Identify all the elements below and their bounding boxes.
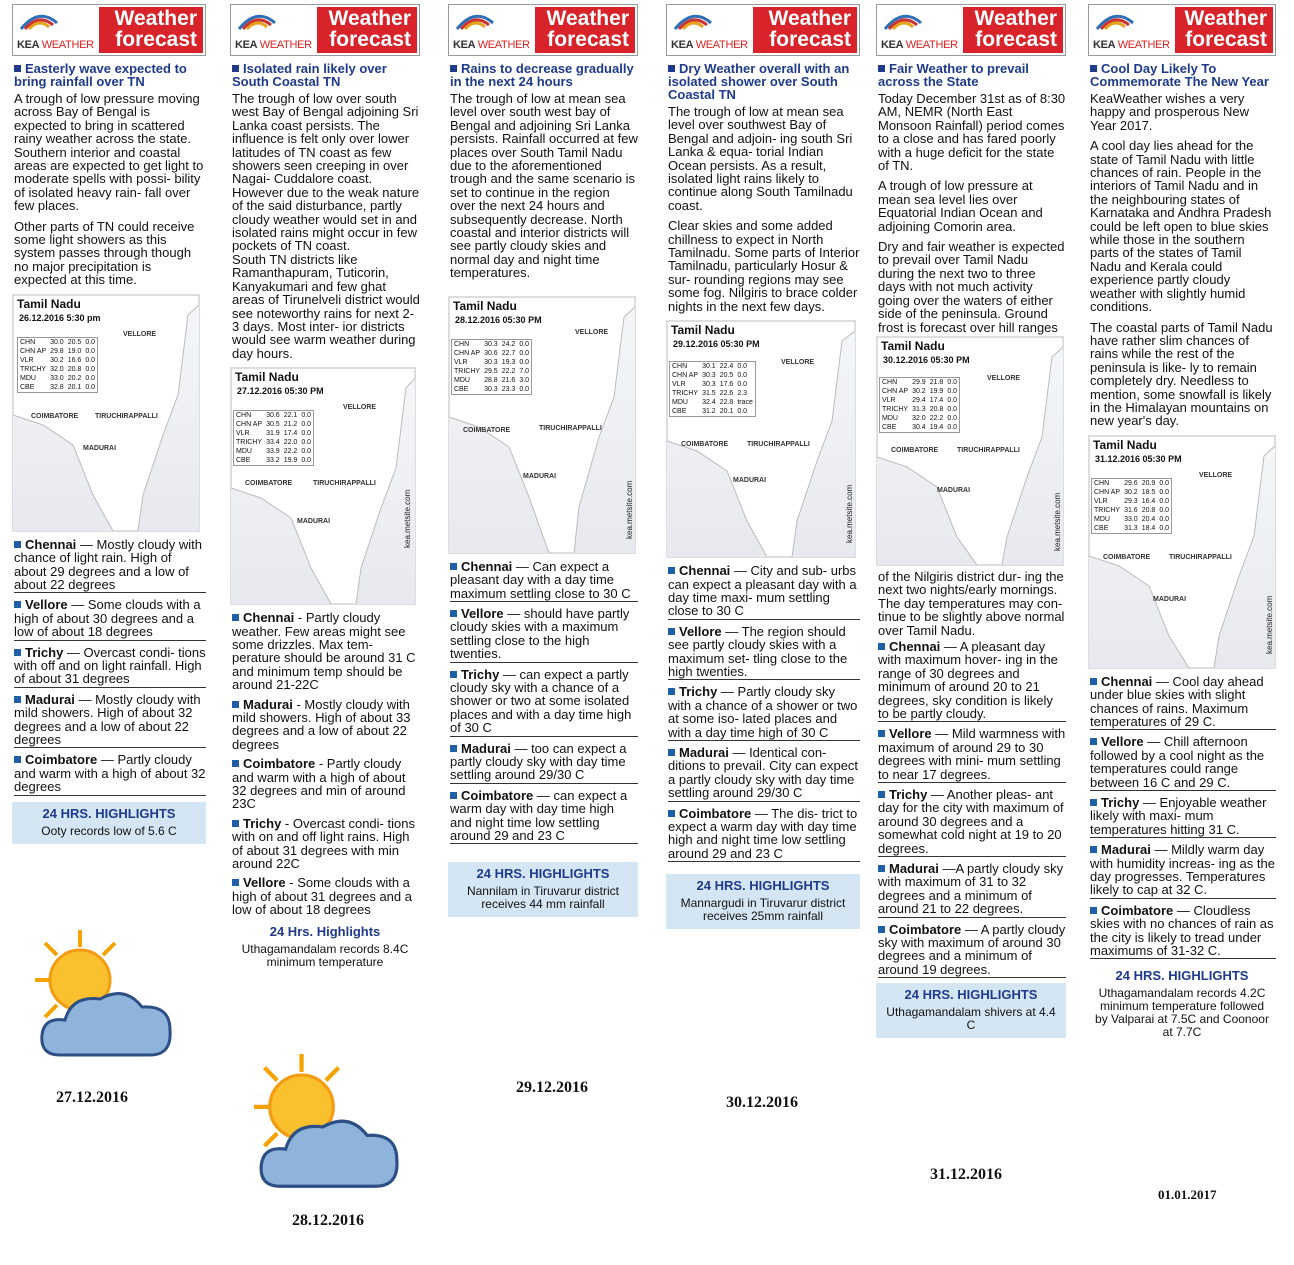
city-forecast: Coimbatore — The dis- trict to expect a warm day with day time high and night time low settling around 29 and 23 C (668, 807, 860, 863)
highlights-box: 24 Hrs. Highlights Uthagamandalam records 8.4C minimum temperature (230, 924, 420, 975)
highlights-box: 24 HRS. HIGHLIGHTS Ooty records low of 5.6 C (12, 802, 206, 844)
city-forecast: Vellore — Mild warmness with maximum of around 29 to 30 degrees with mini- mum settling to near 17 degrees. (878, 726, 1066, 782)
header-title: Weather forecast (99, 7, 203, 53)
header-banner (1088, 4, 1276, 56)
city-forecasts (230, 611, 420, 918)
kea-weather-logo: KEA WEATHER (669, 7, 749, 53)
tamil-nadu-map: Tamil Nadu 29.12.2016 05:30 PM CHN 30.1 22.4 0.0 CHN AP 30.3 20.5 0.0 VLR 30.3 17.6 0.0 TRICHY 31.5 22.6 2.3 MDU 32.4 22.8 trace CBE 31.2 20.1 0.0 VELLORE COIMBATORE TIRUCHIRAPPALLI MADURAI kea.metsite.com (666, 320, 856, 558)
kea-weather-logo: KEA WEATHER (233, 7, 313, 53)
station-table: CHN 30.0 20.5 0.0 CHN AP 29.8 19.0 0.0 VLR 30.2 16.6 0.0 TRICHY 32.0 20.8 0.0 MDU 33.0 20.2 0.0 CBE 32.8 20.1 0.0 (17, 337, 98, 393)
column-4 (666, 4, 860, 929)
headline: Dry Weather overall with an isolated shower over South Coastal TN (668, 61, 850, 102)
city-forecasts (876, 640, 1066, 978)
paragraph: The coastal parts of Tamil Nadu have rather slim chances of rains while the rest of the peninsula is like- ly to remain completely dry. Needless to mention, some snowfall is likely in the Himalayan mountains on new year's day. (1090, 319, 1273, 429)
rainbow-arc-icon (673, 9, 713, 31)
city-forecast: Trichy — Partly cloudy sky with a chance of a shower or two at some iso- lated places and with a day time high of 30 C (668, 685, 860, 741)
header-title: Weather forecast (1175, 7, 1273, 53)
city-forecasts (1088, 675, 1276, 960)
city-forecast: Vellore — The region should see partly cloudy skies with a maximum set- tling close to the high twenties. (668, 625, 860, 681)
highlights-box: 24 HRS. HIGHLIGHTS Uthagamandalam shivers at 4.4 C (876, 983, 1066, 1038)
city-forecast: Trichy — Another pleas- ant day for the city with maximum of around 30 degrees and a somewhat cold night at 19 to 20 degrees. (878, 788, 1066, 857)
rainbow-arc-icon (237, 9, 277, 31)
city-forecast: Coimbatore — can expect a warm day with day time high and night time low settling around 29 and 23 C (450, 789, 638, 845)
city-forecast: Coimbatore — Cloudless skies with no chances of rain as the city is likely to tread under maximums of 31-32 C. (1090, 904, 1276, 960)
headline: Cool Day Likely To Commemorate The New Year (1090, 61, 1269, 89)
city-forecast: Vellore — should have partly cloudy skies with a maximum settling close to the high twenties. (450, 607, 638, 663)
kea-weather-logo: KEA WEATHER (451, 7, 531, 53)
city-forecast: Madurai — Mostly cloudy with mild showers. High of about 32 degrees and a low of about 22 degrees (14, 693, 206, 749)
city-forecast: Trichy — Overcast condi- tions with off and on light rainfall. High of about 31 degrees (14, 644, 206, 687)
city-forecast: Coimbatore — A partly cloudy sky with maximum of around 30 degrees and a minimum of around 19 degrees. (878, 921, 1066, 977)
header-banner (12, 4, 206, 56)
paragraph: Dry and fair weather is expected to prevail over Tamil Nadu during the next two to three days with not much activity going over the waters of either side of the peninsula. Ground frost is forecast over hill ranges (878, 239, 1065, 335)
headline: Fair Weather to prevail across the State (878, 61, 1029, 89)
city-forecast: Trichy - Overcast condi- tions with on and off light rains. High of about 31 degrees with min around 22C (232, 815, 415, 872)
kea-weather-logo: KEA WEATHER (1091, 7, 1171, 53)
tamil-nadu-map: Tamil Nadu 27.12.2016 05:30 PM CHN 30.6 22.1 0.0 CHN AP 30.5 21.2 0.0 VLR 31.9 17.4 0.0 TRICHY 33.4 22.0 0.0 MDU 33.9 22.2 0.0 CBE 33.2 19.9 0.0 VELLORE COIMBATORE TIRUCHIRAPPALLI MADURAI kea.metsite.com (230, 367, 416, 605)
city-forecast: Chennai — A pleasant day with maximum hover- ing in the range of 30 degrees and minimum of around 20 to 21 degrees, sky condition is likely to be partly cloudy. (878, 640, 1066, 722)
city-forecast: Vellore - Some clouds with a high of about 31 degrees and a low of about 18 degrees (232, 875, 412, 918)
station-table: CHN 30.1 22.4 0.0 CHN AP 30.3 20.5 0.0 VLR 30.3 17.6 0.0 TRICHY 31.5 22.6 2.3 MDU 32.4 22.8 trace CBE 31.2 20.1 0.0 (669, 361, 756, 417)
city-forecast: Vellore — Some clouds with a high of about 30 degrees and a low of about 18 degrees (14, 598, 206, 640)
issue-date: 28.12.2016 (292, 1212, 364, 1229)
station-table: CHN 30.3 24.2 0.0 CHN AP 30.6 22.7 0.0 VLR 30.3 19.3 0.0 TRICHY 29.5 22.2 7.0 MDU 28.8 21.6 3.0 CBE 30.3 23.3 0.0 (451, 339, 532, 395)
paragraph: The trough of low over south west Bay of Bengal adjoining Sri Lanka coast persists. The influence is felt only over lower latitudes of TN coast as few showers seen creeping in over Nagai- Cuddalore coast. However due to the weak nature of the said disturbance, partly cloudy weather would set in and isolated rains might occur in few pockets of TN coast. (232, 91, 420, 254)
station-table: CHN 29.9 21.8 0.0 CHN AP 30.2 19.9 0.0 VLR 29.4 17.4 0.0 TRICHY 31.3 20.8 0.0 MDU 32.0 22.2 0.0 CBE 30.4 19.4 0.0 (879, 377, 960, 433)
column-3 (448, 4, 638, 917)
rainbow-arc-icon (883, 9, 923, 31)
paragraph: South TN districts like Ramanthapuram, Tuticorin, Kanyakumari and few ghat areas of Tirunelveli district would see noteworthy rains for next 2-3 days. Most inter- ior districts would see warm weather during day hours. (232, 251, 420, 361)
sun-cloud-icon (20, 925, 190, 1075)
column-6 (1088, 4, 1276, 1045)
tamil-nadu-map: Tamil Nadu 31.12.2016 05:30 PM CHN 29.6 20.9 0.0 CHN AP 30.2 18.5 0.0 VLR 29.3 16.4 0.0 TRICHY 31.6 20.8 0.0 MDU 33.0 20.4 0.0 CBE 31.3 18.4 0.0 VELLORE COIMBATORE TIRUCHIRAPPALLI MADURAI kea.metsite.com (1088, 435, 1276, 669)
city-forecast: Madurai — Identical con- ditions to prevail. City can expect a partly cloudy sky with day time settling around 29/30 C (668, 744, 859, 801)
paragraph: Other parts of TN could receive some light showers as this system passes through though no major precipitation is expected at this time. (14, 218, 195, 288)
paragraph: of the Nilgiris district dur- ing the next two nights/early mornings. The day temperatures may con- tinue to be slightly above normal over Tamil Nadu. (878, 568, 1065, 638)
highlights-box: 24 HRS. HIGHLIGHTS Uthagamandalam records 4.2C minimum temperature followed by Valparai at 7.5C and Coonoor at 7.7C (1088, 964, 1276, 1045)
city-forecasts (666, 564, 860, 862)
city-forecast: Madurai - Mostly cloudy with mild showers. High of about 33 degrees and a low of about 22 degrees (232, 696, 411, 752)
header-banner (230, 4, 420, 56)
paragraph: The trough of low at mean sea level over south west bay of Bengal and adjoining Sri Lanka persists. Rainfall occurred at few places over South Tamil Nadu due to the aforementioned trough and the same scenario is set to continue in the region over the next 24 hours and subsequently decrease. North coastal and interior districts will see partly cloudy skies and normal day and night time temperatures. (450, 91, 638, 281)
city-forecasts (12, 538, 206, 796)
highlights-box: 24 HRS. HIGHLIGHTS Mannargudi in Tiruvarur district receives 25mm rainfall (666, 874, 860, 929)
header-banner (666, 4, 860, 56)
headline: Rains to decrease gradually in the next 24 hours (450, 61, 634, 89)
city-forecast: Chennai — Mostly cloudy with chance of light rain. High of about 29 degrees and a low of about 22 degrees (14, 538, 206, 594)
city-forecast: Trichy — Enjoyable weather likely with maxi- mum temperatures hitting 31 C. (1090, 796, 1276, 838)
paragraph: Today December 31st as of 8:30 AM, NEMR (North East Monsoon Rainfall) period comes to a close and has fared poorly with a huge deficit for the state of TN. (878, 91, 1066, 174)
paragraph: A trough of low pressure at mean sea level lies over Equatorial Indian Ocean and adjoining Comorin area. (878, 178, 1043, 234)
city-forecast: Chennai — Cool day ahead under blue skies with slight chances of rains. Maximum temperatures of 29 C. (1090, 675, 1276, 731)
header-title: Weather forecast (317, 7, 417, 53)
headline: Easterly wave expected to bring rainfall over TN (14, 61, 187, 89)
issue-date: 29.12.2016 (516, 1079, 588, 1096)
city-forecast: Coimbatore - Partly cloudy and warm with a high of about 32 degrees and min of around 23C (232, 756, 406, 812)
column-1 (12, 4, 206, 844)
paragraph: A cool day lies ahead for the state of Tamil Nadu with little chances of rain. People in the interiors of Tamil Nadu and in the neighbouring states of Karnataka and Andhra Pradesh could be left open to blue skies while those in the southern parts of the states of Tamil Nadu and Kerala could experience partly cloudy weather with slightly humid conditions. (1090, 138, 1272, 315)
sun-cloud-icon (238, 1048, 418, 1208)
column-5 (876, 4, 1066, 1038)
issue-date: 01.01.2017 (1158, 1187, 1217, 1202)
paragraph: KeaWeather wishes a very happy and prosperous New Year 2017. (1090, 91, 1249, 133)
paragraph: The trough of low at mean sea level over southwest Bay of Bengal and adjoin- ing south Sri Lanka & equa- torial Indian Ocean persists. As a result, isolated light rains likely to continue along South Tamilnadu coast. (668, 104, 853, 213)
city-forecast: Chennai - Partly cloudy weather. Few areas might see some drizzles. Max tem- perature should be around 31 C and minimum temp should be around 21-22C (232, 610, 416, 693)
header-banner (876, 4, 1066, 56)
header-title: Weather forecast (753, 7, 857, 53)
column-2 (230, 4, 420, 975)
paragraph: Clear skies and some added chillness to expect in North Tamilnadu. Some parts of Interior Tamilnadu, particularly Hosur & sur- rounding regions may see some fog. Nilgiris to brace colder nights in the next few days. (668, 218, 860, 314)
rainbow-arc-icon (1095, 9, 1135, 31)
header-banner (448, 4, 638, 56)
rainbow-arc-icon (19, 9, 59, 31)
tamil-nadu-map: Tamil Nadu 28.12.2016 05:30 PM CHN 30.3 24.2 0.0 CHN AP 30.6 22.7 0.0 VLR 30.3 19.3 0.0 TRICHY 29.5 22.2 7.0 MDU 28.8 21.6 3.0 CBE 30.3 23.3 0.0 VELLORE COIMBATORE TIRUCHIRAPPALLI MADURAI kea.metsite.com (448, 296, 636, 554)
city-forecast: Coimbatore — Partly cloudy and warm with a high of about 32 degrees (14, 752, 206, 795)
tamil-nadu-map: Tamil Nadu 26.12.2016 5:30 pm CHN 30.0 20.5 0.0 CHN AP 29.8 19.0 0.0 VLR 30.2 16.6 0.0 TRICHY 32.0 20.8 0.0 MDU 33.0 20.2 0.0 CBE 32.8 20.1 0.0 VELLORE COIMBATORE TIRUCHIRAPPALLI MADURAI (12, 294, 200, 532)
header-title: Weather forecast (963, 7, 1063, 53)
city-forecast: Madurai — too can expect a partly cloudy sky with day time settling around 29/30 C (450, 742, 638, 784)
paragraph: A trough of low pressure moving across Bay of Bengal is expected to bring in scattered rainy weather across the state. Southern interior and coastal areas are expected to get light to moderate spells with possi- bility of isolated heavy rain- fall over few places. (14, 91, 204, 214)
city-forecast: Chennai — City and sub- urbs can expect a pleasant day with a day time maxi- mum settling close to 30 C (668, 564, 860, 620)
tamil-nadu-map: Tamil Nadu 30.12.2016 05:30 PM CHN 29.9 21.8 0.0 CHN AP 30.2 19.9 0.0 VLR 29.4 17.4 0.0 TRICHY 31.3 20.8 0.0 MDU 32.0 22.2 0.0 CBE 30.4 19.4 0.0 VELLORE COIMBATORE TIRUCHIRAPPALLI MADURAI kea.metsite.com (876, 336, 1064, 566)
city-forecast: Madurai —A partly cloudy sky with maximum of 31 to 32 degrees and a minimum of around 21 to 22 degrees. (878, 862, 1066, 918)
issue-date: 31.12.2016 (930, 1166, 1002, 1183)
city-forecast: Trichy — can expect a partly cloudy sky with a chance of a shower or two at some isolated places and with a day time high of 30 C (450, 668, 638, 737)
issue-date: 27.12.2016 (56, 1089, 128, 1106)
city-forecasts (448, 560, 638, 845)
city-forecast: Chennai — Can expect a pleasant day with a day time maximum settling close to 30 C (450, 560, 638, 602)
station-table: CHN 30.6 22.1 0.0 CHN AP 30.5 21.2 0.0 VLR 31.9 17.4 0.0 TRICHY 33.4 22.0 0.0 MDU 33.9 22.2 0.0 CBE 33.2 19.9 0.0 (233, 410, 314, 466)
city-forecast: Madurai — Mildly warm day with humidity increas- ing as the day progresses. Temperatures likely to cap at 32 C. (1090, 842, 1275, 898)
kea-weather-logo: KEA WEATHER (879, 7, 959, 53)
headline: Isolated rain likely over South Coastal TN (232, 61, 387, 89)
kea-weather-logo: KEA WEATHER (15, 7, 95, 53)
city-forecast: Vellore — Chill afternoon followed by a cool night as the temperatures could range between 16 C and 29 C. (1090, 735, 1276, 791)
rainbow-arc-icon (455, 9, 495, 31)
issue-date: 30.12.2016 (726, 1094, 798, 1111)
highlights-box: 24 HRS. HIGHLIGHTS Nannilam in Tiruvarur district receives 44 mm rainfall (448, 862, 638, 917)
station-table: CHN 29.6 20.9 0.0 CHN AP 30.2 18.5 0.0 VLR 29.3 16.4 0.0 TRICHY 31.6 20.8 0.0 MDU 33.0 20.4 0.0 CBE 31.3 18.4 0.0 (1091, 478, 1172, 534)
header-title: Weather forecast (535, 7, 635, 53)
